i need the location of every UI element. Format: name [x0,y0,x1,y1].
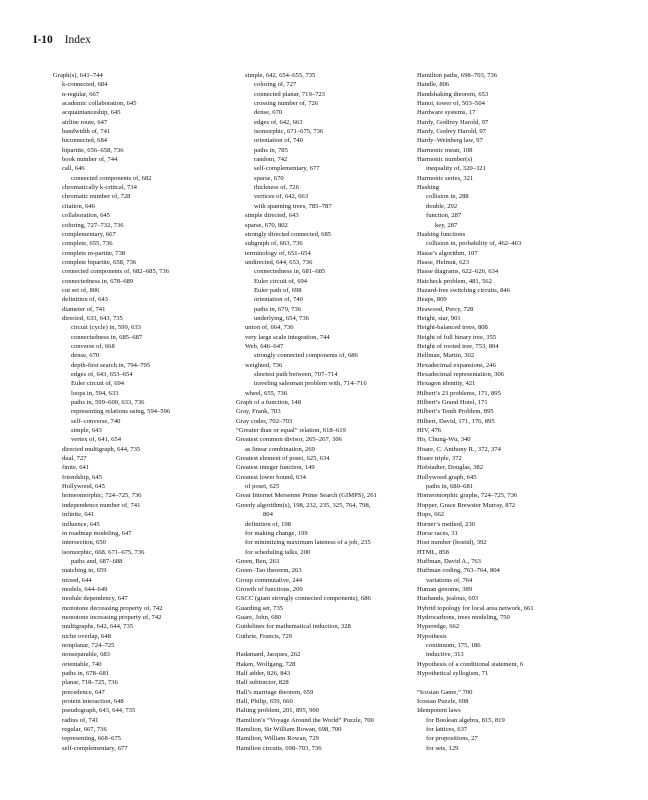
index-subentry: union of, 664, 736 [245,324,294,332]
index-entry: Graph(s), 641–744 [53,72,103,79]
index-subentry: connectedness in, 678–689 [62,277,134,285]
index-subentry: Euler path of, 698 [254,286,302,294]
index-entry: Hashing [417,184,439,192]
index-subentry: loops in, 594, 633 [71,389,119,397]
index-subentry: for sets, 129 [426,744,459,752]
index-subentry: Web, 646–647 [245,342,284,350]
index-subentry: definition of, 643 [62,296,108,304]
index-subentry: coloring, 727–732, 736 [62,221,124,229]
index-entry: Hellman, Martin, 302 [417,352,475,360]
index-entry: Guthrie, Francis, 729 [236,632,293,640]
index-subentry: k-connected, 684 [62,81,108,89]
index-subentry: complete, 655, 736 [62,240,113,248]
index-subentry: sparse, 670, 802 [245,221,288,229]
index-subentry: bandwidth of, 741 [62,128,111,136]
index-subentry: traveling salesman problem with, 714–716 [254,380,367,388]
index-entry: Haken, Wolfgang, 728 [236,660,296,668]
index-subentry: book number of, 744 [62,156,118,164]
index-entry: Height of rooted tree, 753, 804 [417,342,499,350]
index-subentry: multigraphs, 642, 644, 735 [62,623,134,631]
index-entry: HIV, 476 [417,427,442,435]
index-subentry: vertices of, 642, 663 [254,193,309,201]
index-subentry: directed, 633, 643, 735 [62,314,123,322]
index-entry: Half adder, 826, 843 [236,670,291,677]
index-subentry: simple directed, 643 [245,212,299,220]
index-entry: Hardware systems, 17 [417,109,476,117]
index-subentry: 804 [263,511,273,519]
index-subentry: module dependency, 647 [62,595,128,603]
index-column-1 [53,71,253,753]
index-subentry: biconnected, 684 [62,137,108,145]
page-header [33,34,91,46]
index-entry: Guarding set, 735 [236,604,284,612]
index-entry: Ho, Chung-Wu, 340 [417,436,471,444]
index-entry: “Greater than or equal” relation, 618–619 [236,427,346,435]
index-entry: Hardy, Godrey Harold, 97 [417,128,486,136]
index-entry: Hazard-free switching circuits, 846 [417,286,511,294]
index-subentry: dual, 727 [62,455,87,463]
index-entry: Guidelines for mathematical induction, 328 [236,623,351,631]
index-subentry: of poset, 625 [245,483,280,491]
index-subentry: self-complementary, 677 [254,165,320,173]
index-subentry: protein interaction, 648 [62,698,124,706]
page-title: Index [64,34,91,46]
index-subentry: dense, 670 [254,109,283,117]
index-entry: Hypothetical syllogism, 71 [417,670,489,677]
index-entry: Greatest lower bound, 634 [236,473,306,481]
index-subentry: inductive, 313 [426,651,464,659]
index-subentry: thickness of, 726 [254,184,299,192]
index-subentry: continuum, 175, 186 [426,641,481,649]
index-subentry: double, 292 [426,202,458,210]
index-subentry: collaboration, 645 [62,212,110,220]
index-subentry: chromatic number of, 728 [62,193,131,201]
index-subentry: regular, 667, 736 [62,726,107,734]
index-subentry: isomorphic, 671–675, 736 [254,128,324,136]
index-entry: Huffman coding, 763–764, 804 [417,567,500,575]
index-entry: Great Internet Mersenne Prime Search (GIMPS), 261 [236,492,377,500]
index-subentry: circuit (cycle) in, 599, 633 [71,324,141,332]
index-entry: Hilbert, David, 171, 176, 895 [417,417,495,425]
index-entry: Hoare triple, 372 [417,455,462,463]
index-subentry: infinite, 641 [62,511,95,519]
index-entry: Hilbert’s 23 problems, 171, 895 [417,389,501,397]
index-subentry: collision in, 288 [426,193,469,201]
index-subentry: radius of, 741 [62,716,99,724]
index-subentry: chromatically k-critical, 734 [62,184,137,192]
index-subentry: depth-first search in, 794–795 [71,361,151,369]
index-entry: Greatest common divisor, 265–267, 306 [236,436,342,444]
index-entry: Greatest element of poset, 625, 634 [236,455,330,463]
index-entry: Handshaking theorem, 653 [417,90,489,98]
index-subentry: for propositions, 27 [426,735,478,743]
index-subentry: friendship, 645 [62,473,102,481]
index-subentry: edges of, 642, 663 [254,118,303,126]
index-subentry: paths in, 785 [254,146,288,154]
index-subentry: nonseparable, 683 [62,651,110,659]
index-subentry: orientable, 740 [62,660,102,668]
index-subentry: paths in, 599–600, 633, 736 [71,399,145,407]
index-entry: Icosian Puzzle, 698 [417,698,469,706]
index-entry: Green–Tao theorem, 263 [236,567,302,575]
index-entry: Hamilton’s “Voyage Around the World” Puzzle, 700 [236,716,374,724]
index-subentry: niche overlap, 648 [62,632,111,640]
index-entry: Husbands, jealous, 693 [417,595,479,603]
index-subentry: in roadmap modeling, 647 [62,529,132,537]
index-subentry: function, 287 [426,212,462,220]
index-subentry: n-regular, 667 [62,90,100,98]
index-entry: Hypothesis [417,632,447,640]
index-subentry: intersection, 650 [62,539,106,547]
index-subentry: paths and, 687–688 [71,557,123,565]
index-subentry: key, 287 [435,221,458,229]
index-subentry: nonplanar, 724–725 [62,641,115,649]
letter-group-gap [417,678,617,687]
index-subentry: strongly directed connected, 685 [245,230,332,238]
index-entry: Hasse, Helmut, 623 [417,258,470,266]
index-entry: Hamilton circuits, 698–703, 736 [236,744,322,752]
index-subentry: very large scale integration, 744 [245,333,330,341]
index-entry: Height of full binary tree, 355 [417,333,497,341]
letter-group-gap [236,641,436,650]
index-entry: Graph of a function, 148 [236,399,302,407]
index-subentry: Hollywood, 645 [62,483,105,491]
index-column-2 [236,71,436,753]
index-subentry: mixed, 644 [62,576,92,584]
index-subentry: for making change, 199 [245,529,308,537]
index-entry: Hops, 662 [417,511,445,519]
index-subentry: call, 646 [62,165,85,173]
index-entry: Hasse diagrams, 622–626, 634 [417,268,499,276]
index-entry: Hilbert’s Tenth Problem, 895 [417,408,494,416]
index-subentry: dense, 670 [71,352,100,360]
index-subentry: directed multigraph, 644, 735 [62,445,141,453]
index-entry: Height, star, 901 [417,314,461,322]
index-subentry: self–converse, 740 [71,417,121,425]
index-entry: Greedy algorithm(s), 198, 232, 235, 325, 764, 798, [236,501,371,509]
index-entry: Half subtractor, 828 [236,679,289,687]
index-entry: Hardy–Weinberg law, 97 [417,137,483,145]
index-entry: Hydrocarbons, trees modeling, 750 [417,613,510,621]
index-entry: Horner’s method, 230 [417,520,475,528]
index-entry: Green, Ben, 263 [236,557,280,565]
index-subentry: crossing number of, 726 [254,100,319,108]
index-subentry: paths in, 679, 736 [254,305,302,313]
index-subentry: terminology of, 651–654 [245,249,311,257]
index-subentry: connected planar, 719–723 [254,90,325,98]
index-entry: Handle, 806 [417,81,450,89]
index-entry: Horse races, 31 [417,529,458,537]
index-subentry: Euler circuit of, 694 [254,277,308,285]
index-entry: Hanoi, tower of, 503–504 [417,100,485,108]
index-entry: Hamilton paths, 698–703, 736 [417,72,498,79]
index-subentry: underlying, 654, 736 [254,314,309,322]
index-entry: Hatcheck problem, 481, 562 [417,277,492,285]
index-subentry: representing, 668–675 [62,735,121,743]
index-subentry: for scheduling talks, 200 [245,548,311,556]
index-subentry: shortest path between, 707–714 [254,371,338,378]
index-subentry: monotone decreasing property of, 742 [62,604,163,612]
index-subentry: subgraph of, 663, 736 [245,240,303,248]
index-subentry: citation, 646 [62,202,95,210]
index-subentry: bipartite, 656–658, 736 [62,146,124,154]
index-entry: “Icosian Game,” 700 [417,688,473,696]
page-number: I-10 [33,34,53,46]
index-subentry: connected components of, 682–685, 736 [62,268,169,276]
index-entry: Hall’s marriage theorem, 659 [236,688,314,696]
index-entry: Hexadecimal expansions, 246 [417,361,496,369]
index-subentry: self-complementary, 677 [62,744,128,752]
index-entry: Hofstadter, Douglas, 382 [417,464,484,472]
index-entry: HTML, 858 [417,548,449,556]
index-subentry: finite, 641 [62,464,90,472]
index-subentry: vertex of, 641, 654 [71,436,121,444]
index-entry: GSCC (giant strongly connected components), 686 [236,595,371,603]
index-subentry: monotone increasing property of, 742 [62,613,162,621]
index-subentry: wheel, 655, 736 [245,389,288,397]
index-subentry: representing relations using, 594–596 [71,408,171,416]
index-subentry: sparse, 670 [254,174,284,182]
index-subentry: cut set of, 806 [62,286,100,294]
index-entry: Hexagon identity, 421 [417,380,476,388]
index-entry: Hilbert’s Grand Hotel, 171 [417,399,488,407]
index-subentry: paths in, 678–681 [62,670,110,677]
index-subentry: collision in, probability of, 462–463 [426,240,522,248]
index-subentry: variations of, 764 [426,576,473,584]
index-subentry: diameter of, 741 [62,305,106,313]
index-entry: Height-balanced trees, 808 [417,324,488,332]
index-subentry: planar, 718–725, 736 [62,679,118,687]
index-entry: Gray, Frank, 703 [236,408,281,416]
index-column-3 [417,71,617,753]
index-subentry: pseudograph, 643, 644, 735 [62,707,136,715]
index-subentry: precedence, 647 [62,688,105,696]
index-entry: Guare, John, 680 [236,613,282,621]
index-subentry: strongly connected components of, 686 [254,352,358,360]
index-subentry: orientation of, 740 [254,137,303,145]
index-subentry: acquaintanceship, 645 [62,109,121,117]
index-subentry: complementary, 667 [62,230,116,238]
index-subentry: edges of, 643, 653–654 [71,371,133,378]
index-entry: Hexadecimal representation, 306 [417,371,504,378]
index-entry: Growth of functions, 209 [236,585,303,593]
index-entry: Human genome, 389 [417,585,473,593]
index-subentry: simple, 643 [71,427,102,435]
index-subentry: paths in, 680–681 [426,483,474,491]
index-subentry: independence number of, 741 [62,501,141,509]
index-subentry: coloring of, 727 [254,81,297,89]
index-entry: Hasse’s algorithm, 107 [417,249,478,257]
index-entry: Harmonic mean, 108 [417,146,473,154]
index-entry: Hyperedge, 662 [417,623,460,631]
index-subentry: undirected, 644, 653, 736 [245,258,313,266]
index-subentry: homeomorphic, 724–725, 736 [62,492,142,500]
index-entry: Huffman, David A., 763 [417,557,481,565]
index-subentry: simple, 642, 654–655, 735 [245,72,316,79]
index-entry: Hoare, C. Anthony R., 372, 374 [417,445,501,453]
index-entry: Hamilton, Sir William Rowan, 698, 700 [236,726,342,734]
index-entry: Group commutative, 244 [236,576,303,584]
index-subentry: complete bipartite, 658, 736 [62,258,137,266]
index-subentry: as linear combination, 269 [245,445,315,453]
index-entry: Halting problem, 201, 895, 900 [236,707,319,715]
index-subentry: matching in, 659 [62,567,107,575]
index-subentry: connected components of, 682 [71,174,152,182]
index-entry: Idempotent laws [417,707,461,715]
index-subentry: weighted, 736 [245,361,283,369]
index-entry: Hardy, Godfrey Harold, 97 [417,118,489,126]
index-entry: Harmonic series, 321 [417,174,474,182]
index-entry: Heawood, Percy, 728 [417,305,474,313]
index-entry: Hybrid topology for local area network, 661 [417,604,534,612]
index-entry: Hypothesis of a conditional statement, 6 [417,660,524,668]
index-subentry: complete m-partite, 738 [62,249,126,257]
index-subentry: inequality of, 320–321 [426,165,486,173]
index-subentry: for Boolean algebra, 815, 819 [426,716,505,724]
index-subentry: for lattices, 637 [426,726,468,734]
index-entry: Heaps, 809 [417,296,447,304]
index-subentry: connectedness in, 681–685 [254,268,326,276]
index-subentry: converse of, 668 [71,342,115,350]
index-entry: Host number (hostid), 392 [417,539,487,547]
index-subentry: with spanning trees, 785–787 [254,202,332,210]
index-entry: Hadamard, Jacques, 262 [236,651,301,659]
index-subentry: Euler circuit of, 694 [71,380,125,388]
index-subentry: academic collaboration, 645 [62,100,137,108]
index-subentry: connectedness in, 685–687 [71,333,143,341]
index-entry: Harmonic number(s) [417,156,473,164]
index-subentry: airline route, 647 [62,118,108,126]
index-subentry: influence, 645 [62,520,100,528]
index-subentry: for minimizing maximum lateness of a job, 235 [245,539,371,547]
index-entry: Hollywood graph, 645 [417,473,477,481]
index-entry: Hopper, Grace Brewster Murray, 872 [417,501,516,509]
index-subentry: isomorphic, 668, 671–675, 736 [62,548,145,556]
index-subentry: models, 644–649 [62,585,108,593]
index-subentry: random, 742 [254,156,288,164]
index-entry: Gray codes, 702–703 [236,417,293,425]
index-subentry: definition of, 198 [245,520,291,528]
index-subentry: orientation of, 740 [254,296,303,304]
index-entry: Homeomorphic graphs, 724–725, 736 [417,492,518,500]
index-entry: Hashing functions [417,230,466,238]
index-entry: Greatest integer function, 149 [236,464,315,472]
index-entry: Hall, Philip, 659, 660 [236,698,293,706]
index-entry: Hamilton, William Rowan, 729 [236,735,319,743]
